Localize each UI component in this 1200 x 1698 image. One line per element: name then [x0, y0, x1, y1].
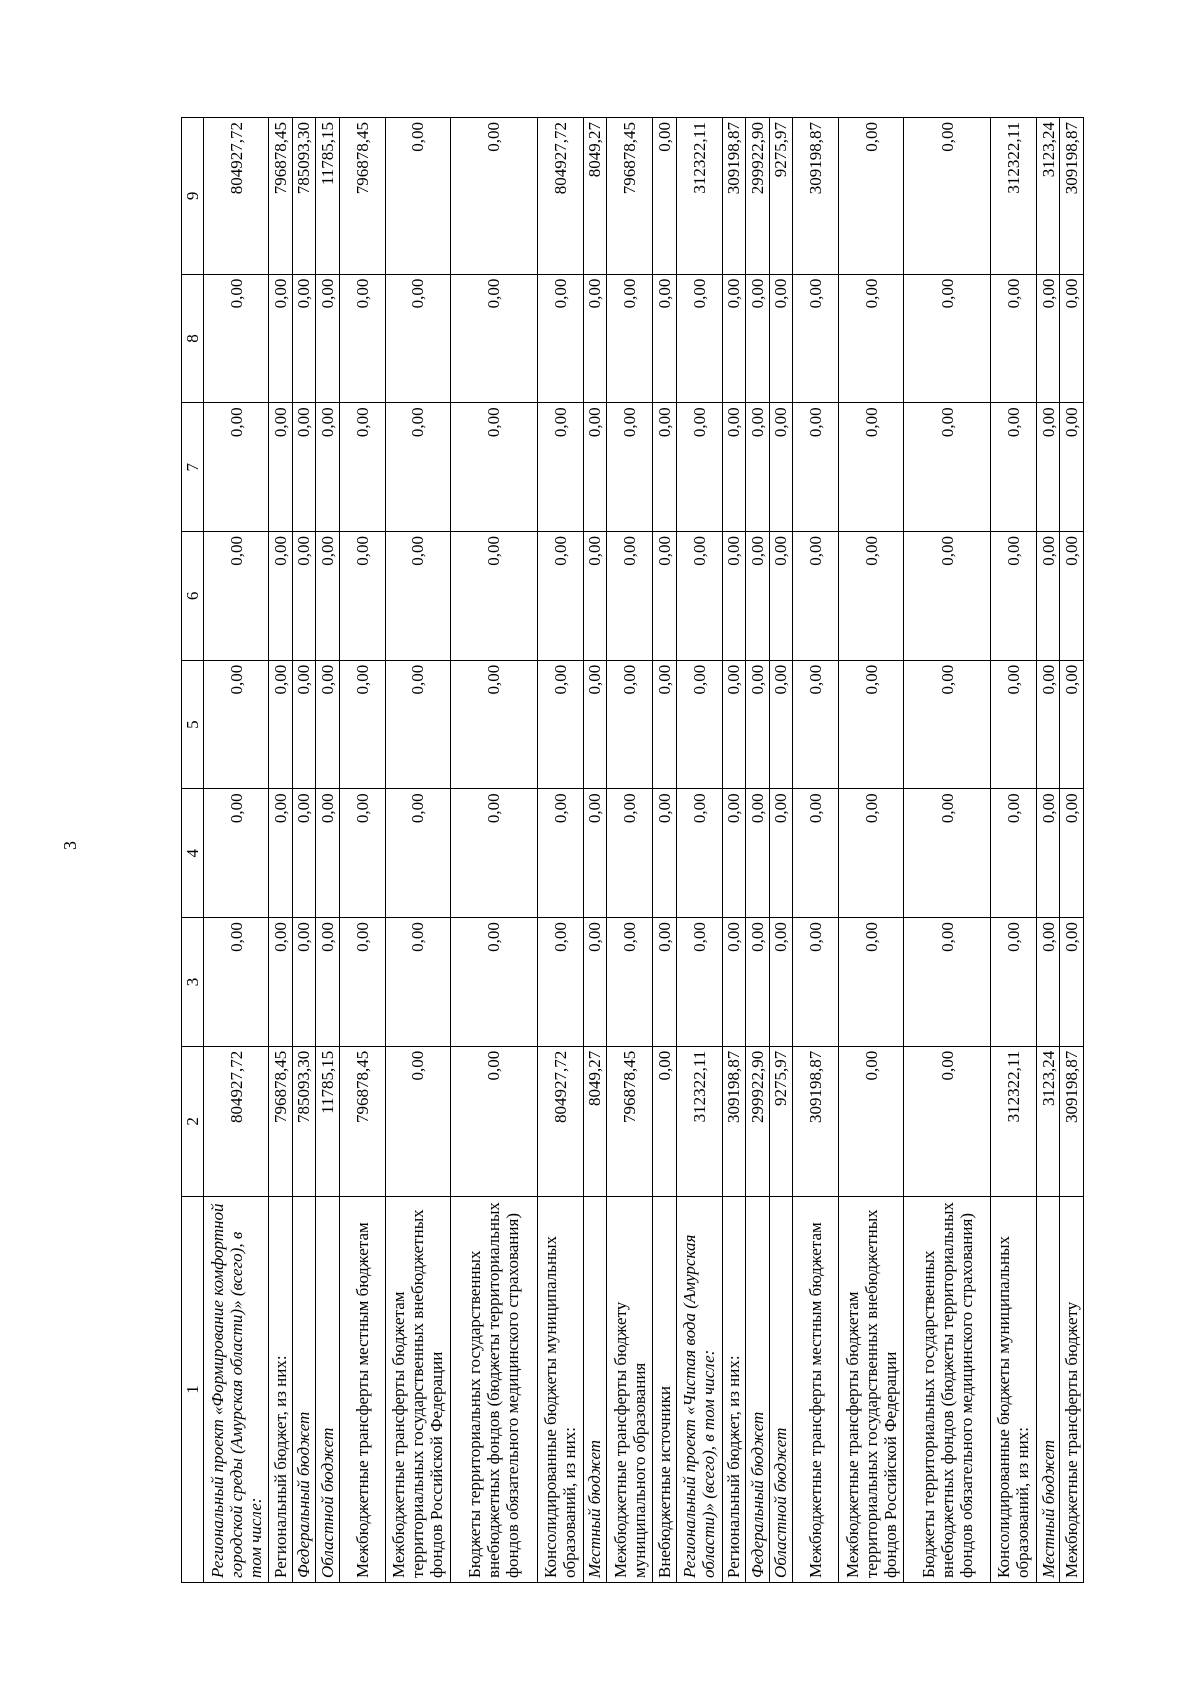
value-cell-col-7: 0,00 — [746, 403, 770, 532]
value-cell-col-3: 0,00 — [204, 918, 269, 1047]
column-header-8: 8 — [182, 274, 204, 403]
column-header-1: 1 — [182, 1196, 204, 1582]
value-cell-col-2: 0,00 — [385, 1046, 450, 1196]
value-cell-col-8: 0,00 — [746, 274, 770, 403]
value-cell-col-4: 0,00 — [839, 789, 904, 918]
value-cell-col-2: 0,00 — [904, 1046, 991, 1196]
value-cell-col-9: 0,00 — [904, 118, 991, 275]
row-label: Консолидированные бюджеты муниципальных образований, из них: — [990, 1196, 1036, 1582]
table-row — [1036, 118, 1060, 1583]
value-cell-col-7: 0,00 — [269, 403, 293, 532]
value-cell-col-8: 0,00 — [583, 274, 607, 403]
value-cell-col-9: 3123,24 — [1036, 118, 1060, 275]
value-cell-col-3: 0,00 — [385, 918, 450, 1047]
value-cell-col-4: 0,00 — [607, 789, 653, 918]
table-row — [769, 118, 793, 1583]
value-cell-col-7: 0,00 — [653, 403, 677, 532]
value-cell-col-3: 0,00 — [793, 918, 839, 1047]
table-row — [793, 118, 839, 1583]
value-cell-col-6: 0,00 — [676, 532, 722, 661]
value-cell-col-2: 312322,11 — [990, 1046, 1036, 1196]
value-cell-col-3: 0,00 — [1036, 918, 1060, 1047]
value-cell-col-3: 0,00 — [583, 918, 607, 1047]
table-row — [292, 118, 316, 1583]
value-cell-col-2: 796878,45 — [339, 1046, 385, 1196]
value-cell-col-2: 309198,87 — [1060, 1046, 1084, 1196]
row-label: Межбюджетные трансферты бюджетам территориальных государственных внебюджетных фондов Российской Федерации — [385, 1196, 450, 1582]
value-cell-col-9: 796878,45 — [339, 118, 385, 275]
value-cell-col-3: 0,00 — [339, 918, 385, 1047]
column-header-6: 6 — [182, 532, 204, 661]
value-cell-col-2: 11785,15 — [316, 1046, 340, 1196]
value-cell-col-8: 0,00 — [990, 274, 1036, 403]
value-cell-col-4: 0,00 — [292, 789, 316, 918]
value-cell-col-4: 0,00 — [204, 789, 269, 918]
value-cell-col-8: 0,00 — [607, 274, 653, 403]
table-body — [204, 118, 1084, 1583]
value-cell-col-8: 0,00 — [722, 274, 746, 403]
table-row — [339, 118, 385, 1583]
value-cell-col-8: 0,00 — [269, 274, 293, 403]
value-cell-col-2: 312322,11 — [676, 1046, 722, 1196]
value-cell-col-2: 8049,27 — [583, 1046, 607, 1196]
value-cell-col-8: 0,00 — [653, 274, 677, 403]
column-header-7: 7 — [182, 403, 204, 532]
value-cell-col-9: 309198,87 — [1060, 118, 1084, 275]
value-cell-col-4: 0,00 — [269, 789, 293, 918]
row-label: Федеральный бюджет — [292, 1196, 316, 1582]
value-cell-col-4: 0,00 — [316, 789, 340, 918]
value-cell-col-9: 309198,87 — [722, 118, 746, 275]
value-cell-col-7: 0,00 — [385, 403, 450, 532]
value-cell-col-7: 0,00 — [1060, 403, 1084, 532]
row-label: Региональный бюджет, из них: — [269, 1196, 293, 1582]
column-header-9: 9 — [182, 118, 204, 275]
column-header-2: 2 — [182, 1046, 204, 1196]
value-cell-col-7: 0,00 — [339, 403, 385, 532]
value-cell-col-4: 0,00 — [904, 789, 991, 918]
value-cell-col-6: 0,00 — [904, 532, 991, 661]
table-row — [450, 118, 537, 1583]
value-cell-col-8: 0,00 — [339, 274, 385, 403]
value-cell-col-7: 0,00 — [450, 403, 537, 532]
value-cell-col-6: 0,00 — [769, 532, 793, 661]
value-cell-col-2: 796878,45 — [269, 1046, 293, 1196]
row-label: Консолидированные бюджеты муниципальных образований, из них: — [537, 1196, 583, 1582]
value-cell-col-5: 0,00 — [676, 660, 722, 789]
value-cell-col-7: 0,00 — [292, 403, 316, 532]
value-cell-col-5: 0,00 — [904, 660, 991, 789]
value-cell-col-4: 0,00 — [583, 789, 607, 918]
value-cell-col-6: 0,00 — [583, 532, 607, 661]
value-cell-col-8: 0,00 — [537, 274, 583, 403]
value-cell-col-7: 0,00 — [904, 403, 991, 532]
value-cell-col-9: 0,00 — [839, 118, 904, 275]
value-cell-col-7: 0,00 — [1036, 403, 1060, 532]
value-cell-col-8: 0,00 — [316, 274, 340, 403]
value-cell-col-8: 0,00 — [839, 274, 904, 403]
value-cell-col-6: 0,00 — [746, 532, 770, 661]
budget-table — [181, 117, 1084, 1583]
value-cell-col-3: 0,00 — [746, 918, 770, 1047]
row-label: Межбюджетные трансферты местным бюджетам — [793, 1196, 839, 1582]
value-cell-col-7: 0,00 — [537, 403, 583, 532]
value-cell-col-7: 0,00 — [769, 403, 793, 532]
column-header-5: 5 — [182, 660, 204, 789]
value-cell-col-8: 0,00 — [769, 274, 793, 403]
value-cell-col-4: 0,00 — [793, 789, 839, 918]
value-cell-col-9: 299922,90 — [746, 118, 770, 275]
value-cell-col-6: 0,00 — [722, 532, 746, 661]
row-label: Региональный проект «Формирование комфортной городской среды (Амурская области)» (всего), в том числе: — [204, 1196, 269, 1582]
value-cell-col-8: 0,00 — [385, 274, 450, 403]
value-cell-col-6: 0,00 — [839, 532, 904, 661]
budget-table-rotated — [181, 117, 1084, 1583]
value-cell-col-5: 0,00 — [292, 660, 316, 789]
value-cell-col-5: 0,00 — [385, 660, 450, 789]
value-cell-col-3: 0,00 — [653, 918, 677, 1047]
value-cell-col-4: 0,00 — [537, 789, 583, 918]
value-cell-col-9: 796878,45 — [269, 118, 293, 275]
value-cell-col-5: 0,00 — [450, 660, 537, 789]
value-cell-col-6: 0,00 — [292, 532, 316, 661]
table-row — [537, 118, 583, 1583]
value-cell-col-3: 0,00 — [450, 918, 537, 1047]
value-cell-col-2: 309198,87 — [722, 1046, 746, 1196]
row-label: Областной бюджет — [769, 1196, 793, 1582]
value-cell-col-5: 0,00 — [607, 660, 653, 789]
value-cell-col-6: 0,00 — [450, 532, 537, 661]
value-cell-col-7: 0,00 — [607, 403, 653, 532]
value-cell-col-6: 0,00 — [385, 532, 450, 661]
value-cell-col-6: 0,00 — [607, 532, 653, 661]
value-cell-col-7: 0,00 — [722, 403, 746, 532]
row-label: Областной бюджет — [316, 1196, 340, 1582]
table-row — [607, 118, 653, 1583]
row-label: Федеральный бюджет — [746, 1196, 770, 1582]
value-cell-col-5: 0,00 — [722, 660, 746, 789]
table-row — [839, 118, 904, 1583]
value-cell-col-9: 804927,72 — [537, 118, 583, 275]
value-cell-col-9: 8049,27 — [583, 118, 607, 275]
value-cell-col-6: 0,00 — [269, 532, 293, 661]
row-label: Региональный бюджет, из них: — [722, 1196, 746, 1582]
value-cell-col-6: 0,00 — [793, 532, 839, 661]
value-cell-col-5: 0,00 — [537, 660, 583, 789]
value-cell-col-9: 312322,11 — [676, 118, 722, 275]
value-cell-col-7: 0,00 — [316, 403, 340, 532]
value-cell-col-2: 3123,24 — [1036, 1046, 1060, 1196]
table-row — [653, 118, 677, 1583]
value-cell-col-3: 0,00 — [1060, 918, 1084, 1047]
value-cell-col-2: 0,00 — [450, 1046, 537, 1196]
table-row — [904, 118, 991, 1583]
header-row — [182, 118, 204, 1583]
value-cell-col-9: 309198,87 — [793, 118, 839, 275]
value-cell-col-4: 0,00 — [450, 789, 537, 918]
row-label: Бюджеты территориальных государственных внебюджетных фондов (бюджеты территориальных фондов обязательного медицинского страхования) — [904, 1196, 991, 1582]
value-cell-col-9: 11785,15 — [316, 118, 340, 275]
value-cell-col-4: 0,00 — [1036, 789, 1060, 918]
table-row — [385, 118, 450, 1583]
value-cell-col-8: 0,00 — [904, 274, 991, 403]
column-header-3: 3 — [182, 918, 204, 1047]
value-cell-col-9: 785093,30 — [292, 118, 316, 275]
value-cell-col-7: 0,00 — [204, 403, 269, 532]
value-cell-col-5: 0,00 — [839, 660, 904, 789]
value-cell-col-3: 0,00 — [722, 918, 746, 1047]
value-cell-col-9: 0,00 — [450, 118, 537, 275]
value-cell-col-7: 0,00 — [839, 403, 904, 532]
row-label: Местный бюджет — [583, 1196, 607, 1582]
row-label: Внебюджетные источники — [653, 1196, 677, 1582]
value-cell-col-9: 9275,97 — [769, 118, 793, 275]
value-cell-col-5: 0,00 — [339, 660, 385, 789]
table-row — [990, 118, 1036, 1583]
value-cell-col-3: 0,00 — [607, 918, 653, 1047]
value-cell-col-5: 0,00 — [990, 660, 1036, 789]
value-cell-col-5: 0,00 — [269, 660, 293, 789]
table-row — [746, 118, 770, 1583]
value-cell-col-5: 0,00 — [316, 660, 340, 789]
value-cell-col-5: 0,00 — [793, 660, 839, 789]
value-cell-col-2: 0,00 — [653, 1046, 677, 1196]
table-row — [204, 118, 269, 1583]
value-cell-col-6: 0,00 — [1060, 532, 1084, 661]
value-cell-col-4: 0,00 — [1060, 789, 1084, 918]
value-cell-col-6: 0,00 — [316, 532, 340, 661]
value-cell-col-3: 0,00 — [769, 918, 793, 1047]
value-cell-col-2: 309198,87 — [793, 1046, 839, 1196]
value-cell-col-8: 0,00 — [1060, 274, 1084, 403]
value-cell-col-6: 0,00 — [653, 532, 677, 661]
value-cell-col-8: 0,00 — [450, 274, 537, 403]
value-cell-col-5: 0,00 — [1060, 660, 1084, 789]
value-cell-col-6: 0,00 — [990, 532, 1036, 661]
value-cell-col-3: 0,00 — [990, 918, 1036, 1047]
table-row — [676, 118, 722, 1583]
value-cell-col-4: 0,00 — [990, 789, 1036, 918]
value-cell-col-5: 0,00 — [769, 660, 793, 789]
value-cell-col-6: 0,00 — [1036, 532, 1060, 661]
value-cell-col-3: 0,00 — [904, 918, 991, 1047]
value-cell-col-5: 0,00 — [583, 660, 607, 789]
row-label: Региональный проект «Чистая вода (Амурская области)» (всего), в том числе: — [676, 1196, 722, 1582]
value-cell-col-8: 0,00 — [1036, 274, 1060, 403]
value-cell-col-6: 0,00 — [537, 532, 583, 661]
row-label: Местный бюджет — [1036, 1196, 1060, 1582]
row-label: Межбюджетные трансферты бюджету муниципального образования — [607, 1196, 653, 1582]
table-row — [316, 118, 340, 1583]
value-cell-col-9: 0,00 — [385, 118, 450, 275]
value-cell-col-4: 0,00 — [339, 789, 385, 918]
value-cell-col-4: 0,00 — [722, 789, 746, 918]
table-row — [269, 118, 293, 1583]
value-cell-col-7: 0,00 — [676, 403, 722, 532]
value-cell-col-4: 0,00 — [769, 789, 793, 918]
value-cell-col-7: 0,00 — [583, 403, 607, 532]
value-cell-col-4: 0,00 — [653, 789, 677, 918]
value-cell-col-2: 804927,72 — [204, 1046, 269, 1196]
value-cell-col-9: 796878,45 — [607, 118, 653, 275]
page-number: 3 — [60, 841, 80, 850]
value-cell-col-2: 804927,72 — [537, 1046, 583, 1196]
row-label: Бюджеты территориальных государственных внебюджетных фондов (бюджеты территориальных фондов обязательного медицинского страхования) — [450, 1196, 537, 1582]
value-cell-col-3: 0,00 — [292, 918, 316, 1047]
value-cell-col-2: 0,00 — [839, 1046, 904, 1196]
value-cell-col-7: 0,00 — [793, 403, 839, 532]
table-row — [583, 118, 607, 1583]
value-cell-col-8: 0,00 — [292, 274, 316, 403]
value-cell-col-4: 0,00 — [746, 789, 770, 918]
column-header-4: 4 — [182, 789, 204, 918]
value-cell-col-4: 0,00 — [385, 789, 450, 918]
value-cell-col-5: 0,00 — [653, 660, 677, 789]
value-cell-col-9: 0,00 — [653, 118, 677, 275]
value-cell-col-4: 0,00 — [676, 789, 722, 918]
value-cell-col-5: 0,00 — [746, 660, 770, 789]
value-cell-col-5: 0,00 — [1036, 660, 1060, 789]
value-cell-col-8: 0,00 — [204, 274, 269, 403]
value-cell-col-2: 9275,97 — [769, 1046, 793, 1196]
value-cell-col-7: 0,00 — [990, 403, 1036, 532]
value-cell-col-6: 0,00 — [339, 532, 385, 661]
row-label: Межбюджетные трансферты бюджетам территориальных государственных внебюджетных фондов Российской Федерации — [839, 1196, 904, 1582]
table-row — [1060, 118, 1084, 1583]
table-row — [722, 118, 746, 1583]
value-cell-col-5: 0,00 — [204, 660, 269, 789]
value-cell-col-2: 796878,45 — [607, 1046, 653, 1196]
value-cell-col-8: 0,00 — [793, 274, 839, 403]
value-cell-col-2: 785093,30 — [292, 1046, 316, 1196]
row-label: Межбюджетные трансферты местным бюджетам — [339, 1196, 385, 1582]
value-cell-col-3: 0,00 — [537, 918, 583, 1047]
value-cell-col-8: 0,00 — [676, 274, 722, 403]
value-cell-col-6: 0,00 — [204, 532, 269, 661]
value-cell-col-9: 804927,72 — [204, 118, 269, 275]
value-cell-col-3: 0,00 — [676, 918, 722, 1047]
value-cell-col-2: 299922,90 — [746, 1046, 770, 1196]
value-cell-col-3: 0,00 — [839, 918, 904, 1047]
value-cell-col-3: 0,00 — [316, 918, 340, 1047]
value-cell-col-9: 312322,11 — [990, 118, 1036, 275]
value-cell-col-3: 0,00 — [269, 918, 293, 1047]
row-label: Межбюджетные трансферты бюджету — [1060, 1196, 1084, 1582]
